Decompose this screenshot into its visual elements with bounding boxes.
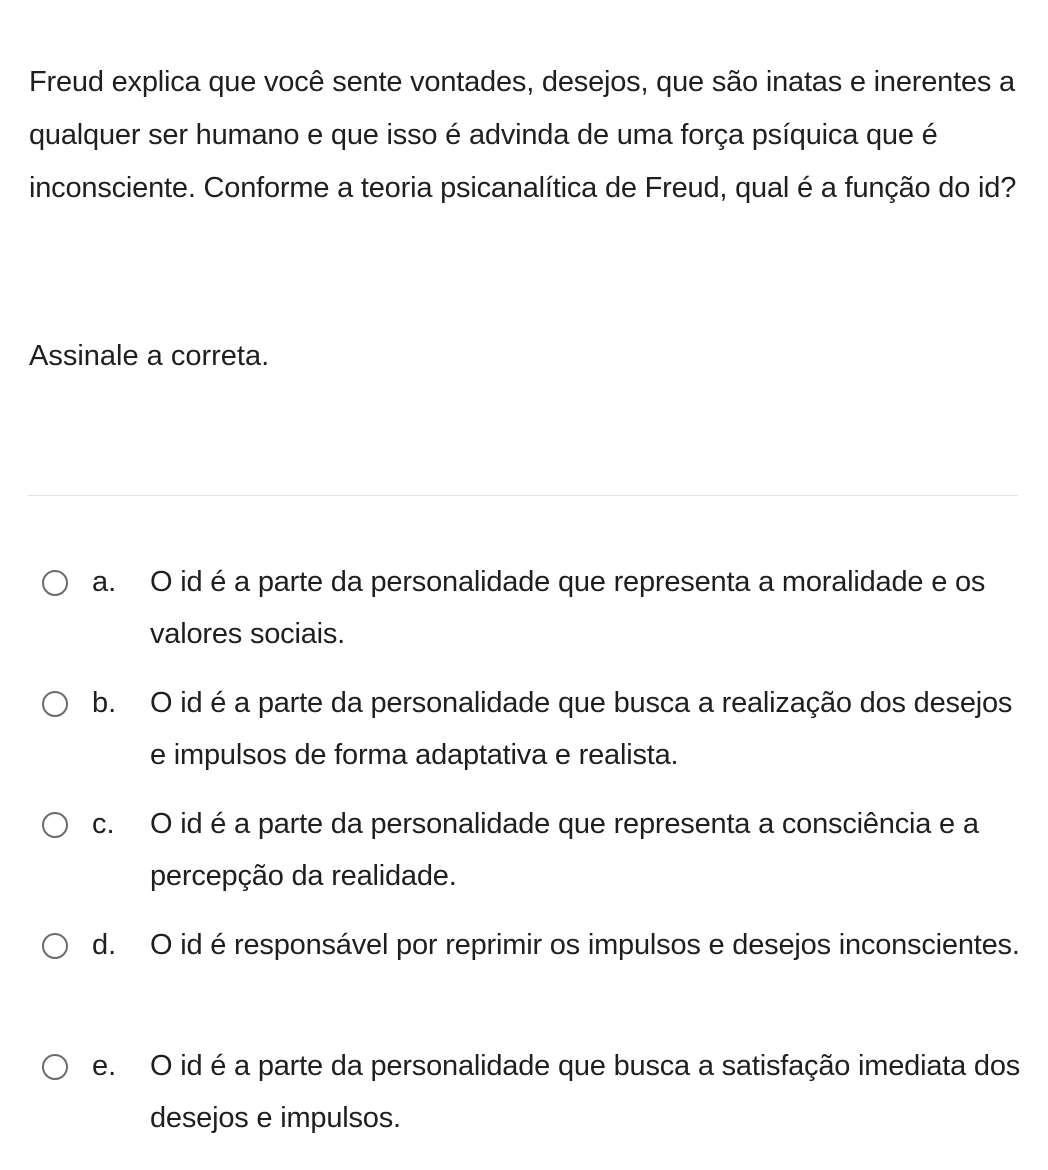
- option-letter: e.: [92, 1050, 117, 1082]
- option-letter: b.: [92, 687, 117, 719]
- option-text: O id é a parte da personalidade que busca a realização dos desejos e impulsos de forma adaptativa e realista.: [150, 687, 1013, 771]
- option-letter: d.: [92, 929, 117, 961]
- option-b[interactable]: [0, 677, 1048, 787]
- radio-button-d[interactable]: [42, 933, 68, 959]
- divider: [28, 495, 1018, 496]
- question-paragraph: Freud explica que você sente vontades, desejos, que são inatas e inerentes a qualquer ser humano e que isso é advinda de uma força psíquica que é inconsciente. Conforme a teoria psicanalítica de Freud, qual é a função do id?: [29, 66, 1017, 204]
- radio-button-b[interactable]: [42, 691, 68, 717]
- radio-button-a[interactable]: [42, 570, 68, 596]
- radio-button-c[interactable]: [42, 812, 68, 838]
- option-a[interactable]: [0, 556, 1048, 666]
- option-e[interactable]: [0, 1040, 1048, 1150]
- option-text: O id é a parte da personalidade que representa a consciência e a percepção da realidade.: [150, 808, 979, 892]
- option-c[interactable]: [0, 798, 1048, 908]
- option-d[interactable]: [0, 919, 1048, 1029]
- radio-button-e[interactable]: [42, 1054, 68, 1080]
- option-text: O id é responsável por reprimir os impulsos e desejos inconscientes.: [150, 929, 1020, 961]
- option-letter: a.: [92, 566, 117, 598]
- option-text: O id é a parte da personalidade que busca a satisfação imediata dos desejos e impulsos.: [150, 1050, 1021, 1134]
- option-letter: c.: [92, 808, 115, 840]
- option-text: O id é a parte da personalidade que representa a moralidade e os valores sociais.: [150, 566, 986, 650]
- question-text: [29, 56, 1019, 215]
- question-instruction: Assinale a correta.: [29, 340, 270, 372]
